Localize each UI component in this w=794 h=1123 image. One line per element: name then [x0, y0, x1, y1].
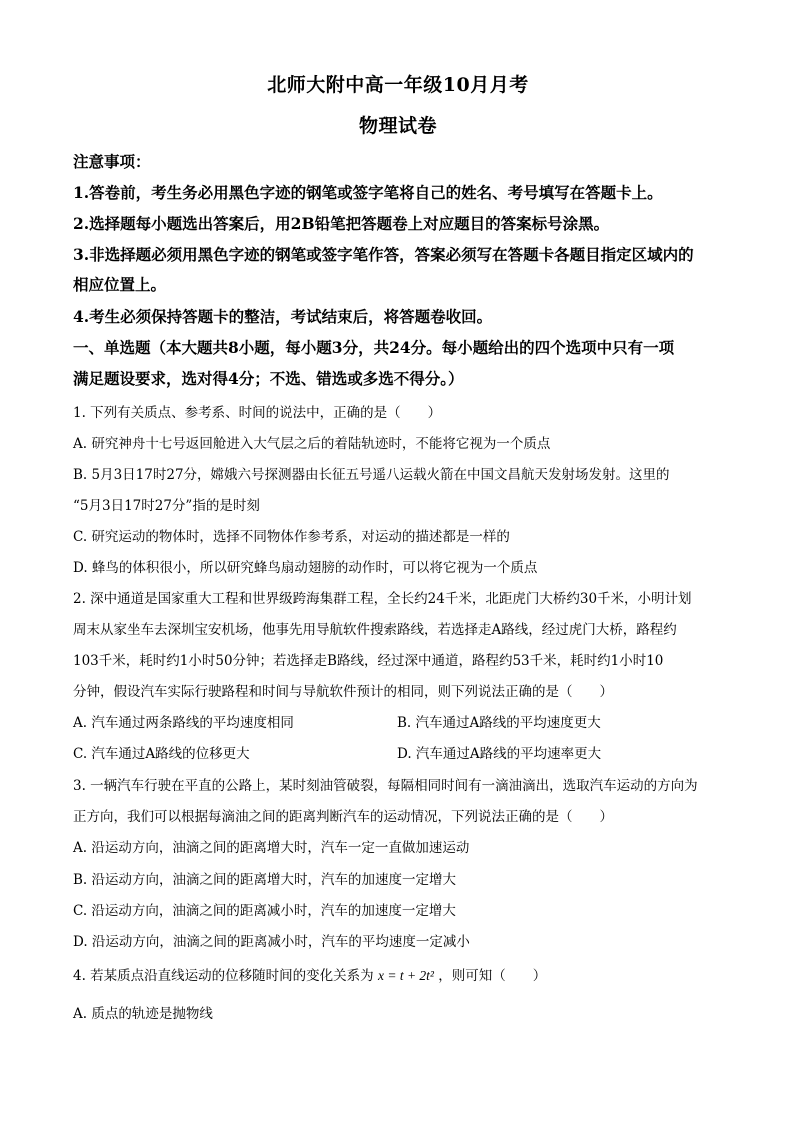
section-heading-cont: 满足题设要求，选对得4分；不选、错选或多选不得分。）: [73, 369, 464, 388]
question-4-stem: [73, 964, 546, 984]
question-2-option-c: C. 汽车通过A路线的位移更大: [73, 746, 250, 762]
question-2-stem-cont: 分钟，假设汽车实际行驶路程和时间与导航软件预计的相同，则下列说法正确的是（ ）: [73, 684, 613, 700]
question-3-option-b: B. 沿运动方向，油滴之间的距离增大时，汽车的加速度一定增大: [73, 872, 457, 888]
question-2-stem: 2. 深中通道是国家重大工程和世界级跨海集群工程，全长约24千米，北距虎门大桥约30千米，小明计划: [73, 591, 692, 607]
notice-item: 4.考生必须保持答题卡的整洁，考试结束后，将答题卷收回。: [73, 307, 493, 326]
question-4-option-a: A. 质点的轨迹是抛物线: [73, 1006, 213, 1022]
question-1-option-a: A. 研究神舟十七号返回舱进入大气层之后的着陆轨迹时，不能将它视为一个质点: [73, 436, 551, 452]
section-heading: 一、单选题（本大题共8小题，每小题3分，共24分。每小题给出的四个选项中只有一项: [73, 338, 675, 357]
question-4-formula: x = t + 2t²: [377, 968, 434, 983]
notice-item: 相应位置上。: [73, 275, 167, 294]
question-4-stem-end: ，则可知（ ）: [438, 968, 547, 984]
notice-item: 1.答卷前，考生务必用黑色字迹的钢笔或签字笔将自己的姓名、考号填写在答题卡上。: [73, 183, 663, 202]
question-1-option-b: B. 5月3日17时27分，嫦娥六号探测器由长征五号遥八运载火箭在中国文昌航天发射场发射。这里的: [73, 467, 670, 483]
notice-heading: 注意事项：: [73, 152, 151, 171]
question-2-stem-cont: 周末从家坐车去深圳宝安机场，他事先用导航软件搜索路线，若选择走A路线，经过虎门大桥，路程约: [73, 622, 677, 638]
question-1-option-b-cont: “5月3日17时27分”指的是时刻: [73, 498, 260, 514]
question-1-option-c: C. 研究运动的物体时，选择不同物体作参考系，对运动的描述都是一样的: [73, 529, 510, 545]
question-1-stem: 1. 下列有关质点、参考系、时间的说法中，正确的是（ ）: [73, 405, 442, 421]
page-subtitle: 物理试卷: [358, 115, 437, 137]
notice-item: 3.非选择题必须用黑色字迹的钢笔或签字笔作答，答案必须写在答题卡各题目指定区域内的: [73, 245, 694, 264]
question-2-option-d: D. 汽车通过A路线的平均速率更大: [397, 746, 602, 762]
page-title: 北师大附中高一年级10月月考: [267, 74, 529, 96]
question-1-option-d: D. 蜂鸟的体积很小，所以研究蜂鸟扇动翅膀的动作时，可以将它视为一个质点: [73, 560, 538, 576]
question-2-stem-cont: 103千米，耗时约1小时50分钟；若选择走B路线，经过深中通道，路程约53千米，耗时约1小时10: [73, 653, 664, 669]
notice-item: 2.选择题每小题选出答案后，用2B铅笔把答题卷上对应题目的答案标号涂黑。: [73, 214, 610, 233]
question-4-stem-text: 4. 若某质点沿直线运动的位移随时间的变化关系为: [73, 968, 374, 984]
question-3-stem: 3. 一辆汽车行驶在平直的公路上，某时刻油管破裂，每隔相同时间有一滴油滴出，选取汽车运动的方向为: [73, 778, 698, 794]
question-3-option-d: D. 沿运动方向，油滴之间的距离减小时，汽车的平均速度一定减小: [73, 934, 470, 950]
question-2-option-b: B. 汽车通过A路线的平均速度更大: [397, 715, 601, 731]
question-3-option-a: A. 沿运动方向，油滴之间的距离增大时，汽车一定一直做加速运动: [73, 840, 470, 856]
question-2-option-a: A. 汽车通过两条路线的平均速度相同: [73, 715, 294, 731]
question-3-stem-cont: 正方向，我们可以根据每滴油之间的距离判断汽车的运动情况，下列说法正确的是（ ）: [73, 809, 613, 825]
question-3-option-c: C. 沿运动方向，油滴之间的距离减小时，汽车的加速度一定增大: [73, 903, 456, 919]
